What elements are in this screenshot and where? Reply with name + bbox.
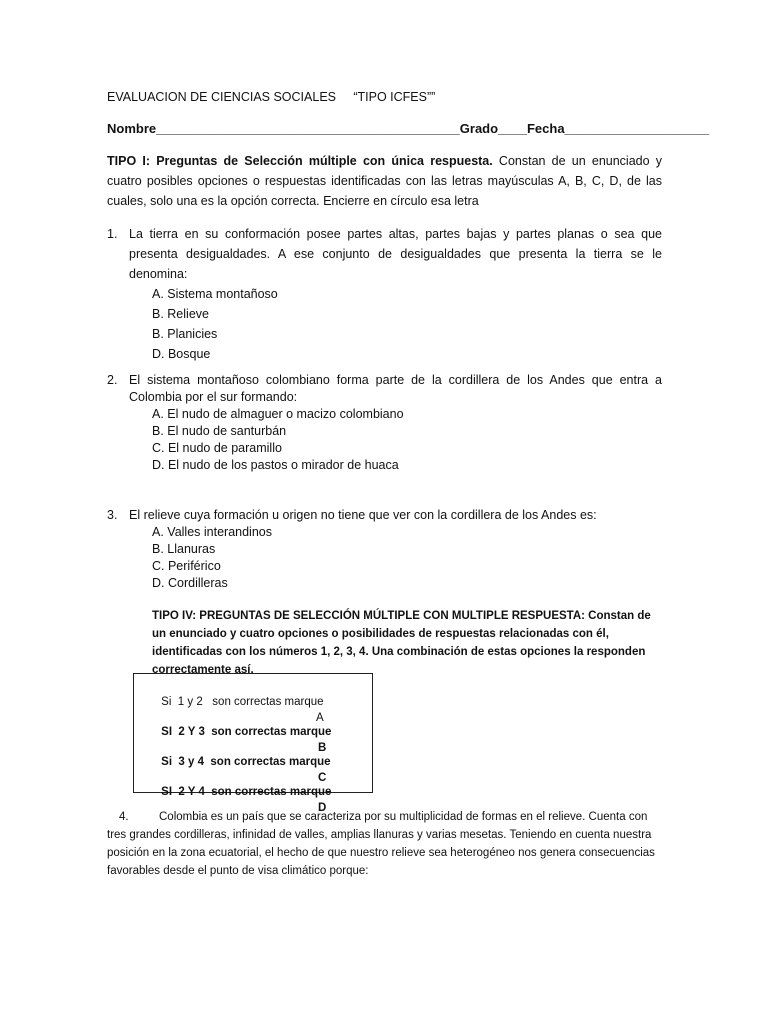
question-stem: El sistema montañoso colombiano forma parte de la cordillera de los Andes que entra a Colombia por el sur formando: <box>129 373 662 404</box>
option[interactable]: C. Periférico <box>152 559 221 573</box>
answer-key-text: Si 3 y 4 son correctas marque <box>161 755 331 768</box>
tipo1-label: TIPO I: Preguntas de Selección múltiple con única respuesta. <box>107 154 493 168</box>
answer-key-letter: C <box>318 772 327 785</box>
tipo4-instructions <box>152 607 660 679</box>
options-list <box>152 406 662 474</box>
option[interactable]: C. El nudo de paramillo <box>152 441 282 455</box>
tipo1-instructions <box>107 151 662 211</box>
question-4 <box>107 808 662 880</box>
option[interactable]: B. Relieve <box>152 307 209 321</box>
option[interactable]: B. El nudo de santurbán <box>152 424 287 438</box>
question-stem: La tierra en su conformación posee partes altas, partes bajas y partes planas o sea que presenta desigualdades. A ese conjunto de desigualdades que presenta la tierra se le denomina: <box>129 227 662 281</box>
answer-key-box <box>133 673 373 815</box>
options-list <box>152 524 662 592</box>
question-1 <box>107 224 662 364</box>
option[interactable]: D. Bosque <box>152 347 211 361</box>
option[interactable]: B. Llanuras <box>152 542 216 556</box>
tipo4-text: Constan de un enunciado y cuatro opciones o posibilidades de respuestas relacionadas con él, identificadas con los números 1, 2, 3, 4. Una combinación de estas opciones la responden correctamente así. <box>152 610 651 676</box>
question-number: 3. <box>107 508 118 522</box>
answer-key-letter: A <box>316 712 324 725</box>
option[interactable]: A. Sistema montañoso <box>152 287 278 301</box>
question-3 <box>107 507 662 592</box>
question-2 <box>107 372 662 474</box>
answer-key-letter: B <box>318 742 327 755</box>
option[interactable]: D. Cordilleras <box>152 576 228 590</box>
exam-title: EVALUACION DE CIENCIAS SOCIALES “TIPO ICFES”” <box>107 90 436 104</box>
answer-key-text: Si 1 y 2 son correctas marque <box>161 695 324 708</box>
option[interactable]: B. Planicies <box>152 327 218 341</box>
option[interactable]: A. Valles interandinos <box>152 525 272 539</box>
question-number: 2. <box>107 373 118 387</box>
option[interactable]: A. El nudo de almaguer o macizo colombiano <box>152 407 404 421</box>
question-stem: Colombia es un país que se caracteriza por su multiplicidad de formas en el relieve. Cuenta con tres grandes cordilleras, infinidad de valles, amplias llanuras y varias mesetas. Teniendo en cuenta nuestra posición en la zona ecuatorial, el hecho de que nuestro relieve sea heterogéneo nos genera consecuencias favorables desde el punto de visa climático porque: <box>107 811 655 877</box>
options-list <box>152 284 662 364</box>
tipo4-label: TIPO IV: PREGUNTAS DE SELECCIÓN MÚLTIPLE CON MULTIPLE RESPUESTA: <box>152 610 585 622</box>
answer-key-text: SI 2 Y 4 son correctas marque <box>161 785 332 798</box>
answer-key-text: SI 2 Y 3 son correctas marque <box>161 725 332 738</box>
question-number: 1. <box>107 227 118 241</box>
student-info-line: Nombre__________________________________________Grado____Fecha____________________ <box>107 121 710 136</box>
question-number: 4. <box>119 811 129 823</box>
tipo1-text: Constan de un enunciado y cuatro posibles opciones o respuestas identificadas con las letras mayúsculas A, B, C, D, de las cuales, solo una es la opción correcta. Encierre en círculo esa letra <box>107 154 662 208</box>
question-stem: El relieve cuya formación u origen no tiene que ver con la cordillera de los Andes es: <box>129 508 597 522</box>
option[interactable]: D. El nudo de los pastos o mirador de huaca <box>152 458 399 472</box>
answer-key-letter: D <box>318 802 327 815</box>
